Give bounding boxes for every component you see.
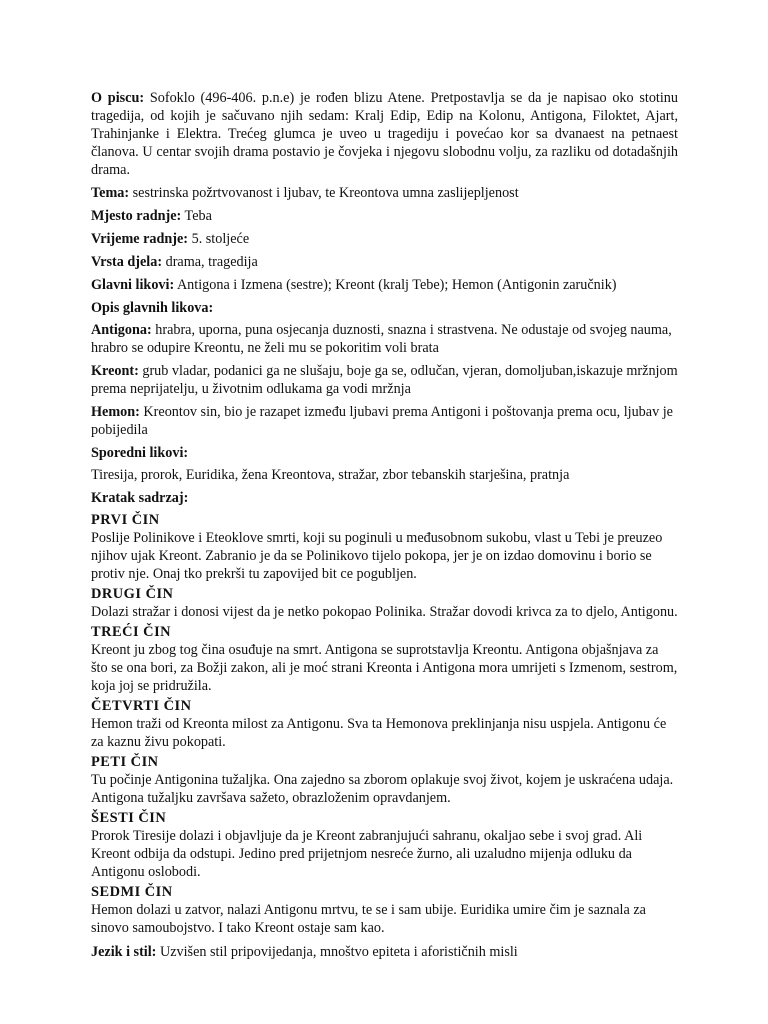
act-title: DRUGI ČIN bbox=[91, 586, 174, 602]
character-hemon bbox=[91, 403, 678, 439]
act-1 bbox=[91, 511, 678, 583]
act-text: Dolazi stražar i donosi vijest da je netko pokopao Polinika. Stražar dovodi krivca za to djelo, Antigonu. bbox=[91, 604, 678, 620]
time-line bbox=[91, 230, 678, 248]
author-section bbox=[91, 89, 678, 179]
author-label: O piscu: bbox=[91, 90, 145, 106]
character-antigona bbox=[91, 321, 678, 357]
genre-label: Vrsta djela: bbox=[91, 254, 163, 270]
character-text: grub vladar, podanici ga ne slušaju, boje ga se, odlučan, vjeran, domoljuban,iskazuje mržnjom prema neprijatelju, u životnim odlukama ga vodi mržnja bbox=[91, 363, 678, 397]
summary-heading: Kratak sadrzaj: bbox=[91, 490, 189, 506]
character-label: Antigona: bbox=[91, 322, 152, 338]
act-2 bbox=[91, 585, 678, 621]
theme-label: Tema: bbox=[91, 185, 130, 201]
character-label: Kreont: bbox=[91, 363, 139, 379]
place-label: Mjesto radnje: bbox=[91, 208, 182, 224]
genre-text: drama, tragedija bbox=[165, 254, 258, 270]
act-title: TREĆI ČIN bbox=[91, 624, 172, 640]
act-7 bbox=[91, 883, 678, 937]
character-label: Hemon: bbox=[91, 404, 140, 420]
secondary-characters-heading: Sporedni likovi: bbox=[91, 445, 189, 461]
act-text: Poslije Polinikove i Eteoklove smrti, koji su poginuli u međusobnom sukobu, vlast u Tebi je preuzeo njihov ujak Kreont. Zabranio je da se Polinikovo tijelo pokopa, jer je on izdao domovinu i borio se protiv nje. Onaj tko prekrši tu zapovijed bit ce pogubljen. bbox=[91, 530, 663, 582]
act-text: Hemon dolazi u zatvor, nalazi Antigonu mrtvu, te se i sam ubije. Euridika umire čim je saznala za sinovo samoubojstvo. I tako Kreont ostaje sam kao. bbox=[91, 902, 646, 936]
document-page bbox=[91, 89, 678, 966]
theme-line bbox=[91, 184, 678, 202]
main-characters-text: Antigona i Izmena (sestre); Kreont (kralj Tebe); Hemon (Antigonin zaručnik) bbox=[176, 277, 617, 293]
style-line bbox=[91, 943, 678, 961]
character-kreont bbox=[91, 362, 678, 398]
character-text: hrabra, uporna, puna osjecanja duznosti, snazna i strastvena. Ne odustaje od svojeg nauma, hrabro se odupire Kreontu, ne želi mu se pokoritim voli brata bbox=[91, 322, 672, 356]
main-characters-line bbox=[91, 276, 678, 294]
time-text: 5. stoljeće bbox=[191, 231, 250, 247]
main-characters-label: Glavni likovi: bbox=[91, 277, 175, 293]
author-text: Sofoklo (496-406. p.n.e) je rođen blizu Atene. Pretpostavlja se da je napisao oko stotinu tragedija, od kojih je sačuvano njih sedam: Kralj Edip, Edip na Kolonu, Antigona, Filoktet, Ajart, Trahinjanke i Elektra. Trećeg glumca je uveo u tragediju i povećao kor sa dvanaest na petnaest članova. U centar svojih drama postavio je čovjeka i njegovu slobodnu volju, za razliku od dotadašnjih drama. bbox=[91, 90, 678, 178]
genre-line bbox=[91, 253, 678, 271]
character-text: Kreontov sin, bio je razapet između ljubavi prema Antigoni i poštovanja prema ocu, ljubav je pobijedila bbox=[91, 404, 673, 438]
act-4 bbox=[91, 697, 678, 751]
act-text: Kreont ju zbog tog čina osuđuje na smrt. Antigona se suprotstavlja Kreontu. Antigona objašnjava za što se ona bori, za Božji zakon, ali je moć strani Kreonta i Antigona mora umrijeti s Izmenom, sestrom, koja joj se pridružila. bbox=[91, 642, 678, 694]
place-line bbox=[91, 207, 678, 225]
act-3 bbox=[91, 623, 678, 695]
theme-text: sestrinska požrtvovanost i ljubav, te Kreontova umna zaslijepljenost bbox=[132, 185, 519, 201]
act-title: SEDMI ČIN bbox=[91, 884, 173, 900]
act-text: Prorok Tiresije dolazi i objavljuje da je Kreont zabranjujući sahranu, okaljao sebe i svoj grad. Ali Kreont odbija da odstupi. Jedino pred prijetnjom nesreće žurno, ali uzaludno mijenja odluku da Antigonu oslobodi. bbox=[91, 828, 643, 880]
act-title: ČETVRTI ČIN bbox=[91, 698, 192, 714]
act-text: Hemon traži od Kreonta milost za Antigonu. Sva ta Hemonova preklinjanja nisu uspjela. Antigonu će za kaznu živu pokopati. bbox=[91, 716, 667, 750]
style-text: Uzvišen stil pripovijedanja, mnoštvo epiteta i aforističnih misli bbox=[159, 944, 518, 960]
act-title: PRVI ČIN bbox=[91, 512, 160, 528]
act-title: PETI ČIN bbox=[91, 754, 159, 770]
time-label: Vrijeme radnje: bbox=[91, 231, 189, 247]
act-text: Tu počinje Antigonina tužaljka. Ona zajedno sa zborom oplakuje svoj život, kojem je uskraćena udaja. Antigona tužaljku završava sažeto, obrazloženim opravdanjem. bbox=[91, 772, 674, 806]
act-6 bbox=[91, 809, 678, 881]
act-5 bbox=[91, 753, 678, 807]
place-text: Teba bbox=[184, 208, 212, 224]
character-desc-heading: Opis glavnih likova: bbox=[91, 300, 214, 316]
secondary-characters-text: Tiresija, prorok, Euridika, žena Kreontova, stražar, zbor tebanskih starješina, pratnja bbox=[91, 467, 570, 483]
style-label: Jezik i stil: bbox=[91, 944, 157, 960]
act-title: ŠESTI ČIN bbox=[91, 810, 167, 826]
